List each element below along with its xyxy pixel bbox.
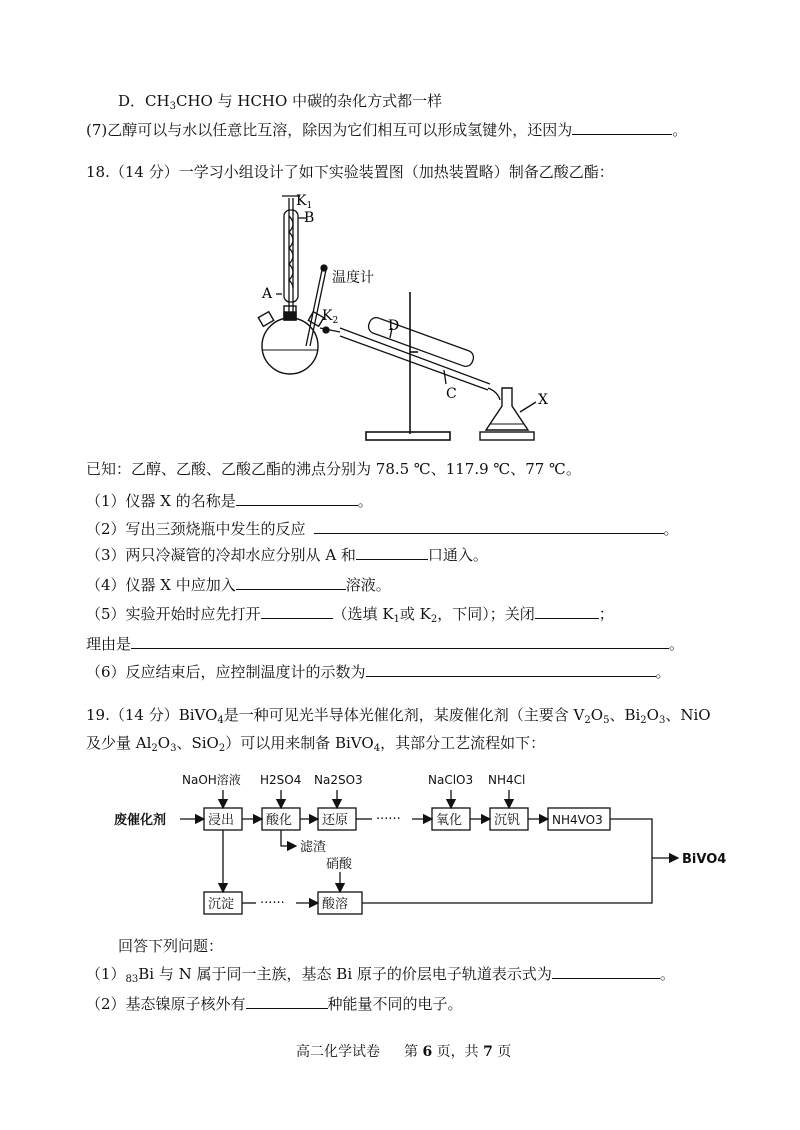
flow-oxidize: 氧化 [436,813,463,828]
label-k1: $K_1$ [296,193,313,211]
flow-start: 废催化剂 [114,813,167,828]
q18-header: 18.（14 分）一学习小组设计了如下实验装置图（加热装置略）制备乙酸乙酯： [86,163,614,181]
flow-reduce: 还原 [322,813,349,828]
page-footer: 高二化学试卷 第 6 页，共 7 页 [296,1044,512,1060]
flow-nitric: 硝酸 [326,857,353,872]
q18-part5: （5）实验开始时应先打开 （选填 $K_1$或 $K_2$，下同）；关闭 ； [86,605,614,625]
reagent-h2so4: H2SO4 [260,773,302,787]
flow-acid-dissolve: 酸溶 [322,897,349,912]
answer-blank[interactable] [246,994,328,1009]
answer-blank[interactable] [314,519,664,534]
answer-blank[interactable] [236,491,358,506]
apparatus-diagram [240,188,570,450]
thermometer [306,265,327,346]
process-flowchart [110,766,730,922]
answer-blank[interactable] [535,604,599,619]
answer-blank[interactable] [366,662,656,677]
reagent-naoh: NaOH溶液 [182,773,241,787]
flow-leach: 浸出 [208,813,235,828]
q18-reason: 理由是 。 [86,635,685,653]
q18-part4: （4）仪器 X 中应加入 溶液。 [86,576,391,594]
flow-dots-2: ······ [260,896,285,911]
label-d: D [388,318,400,334]
flow-product: BiVO4 [682,852,727,867]
label-b: B [304,210,315,226]
flow-residue: 滤渣 [300,840,327,855]
q17-option-d: D．$CH_3CHO$ 与 HCHO 中碳的杂化方式都一样 [118,92,443,112]
flow-nh4vo3: NH4VO3 [552,813,603,827]
reagent-nh4cl: NH4Cl [488,773,526,787]
label-c: C [446,386,457,402]
label-x: X [538,392,548,408]
three-neck-flask [258,306,323,374]
q19-header-1: 19.（14 分）BiVO$_4$是一种可见光半导体光催化剂，某废催化剂（主要含 $V_2O_5$、$Bi_2O_3$、NiO [86,706,711,726]
flow-sink-v: 沉钒 [494,813,521,828]
q18-part2: （2）写出三颈烧瓶中发生的反应 。 [86,520,679,538]
flow-acidify: 酸化 [266,813,293,828]
answer-blank[interactable] [261,604,333,619]
q19-part2: （2）基态镍原子核外有 种能量不同的电子。 [86,995,463,1013]
flow-dots-1: ······ [376,812,401,827]
q18-part6: （6）反应结束后，应控制温度计的示数为 。 [86,663,671,681]
answer-blank[interactable] [356,545,428,560]
q19-answer-prompt: 回答下列问题： [118,937,224,955]
q19-header-2: 及少量 $Al_2O_3$、SiO$_2$）可以用来制备 BiVO$_4$，其部分工艺流程如下： [86,734,546,754]
q19-part1: $(1)_{83}Bi$ 与 N 属于同一主族，基态 Bi 原子的价层电子轨道表示式为 。 [86,965,675,985]
conical-flask-x [480,388,536,440]
label-k2: $K_2$ [322,308,339,326]
flow-precipitate: 沉淀 [208,897,235,912]
iron-stand [366,292,450,440]
q18-known: 已知：乙醇、乙酸、乙酸乙酯的沸点分别为 78.5 ℃、117.9 ℃、77 ℃。 [86,460,581,478]
q18-part1: （1）仪器 X 的名称是 。 [86,492,373,510]
label-thermometer: 温度计 [332,270,374,286]
reagent-na2so3: Na2SO3 [314,773,363,787]
q17-part7: (7)乙醇可以与水以任意比互溶，除因为它们相互可以形成氢键外，还因为 。 [86,121,688,139]
answer-blank[interactable] [236,575,346,590]
answer-blank[interactable] [572,120,672,135]
answer-blank[interactable] [131,634,669,649]
label-a: A [262,286,273,302]
answer-blank[interactable] [552,964,660,979]
q18-part3: （3）两只冷凝管的冷却水应分别从 A 和 口通入。 [86,546,488,564]
reagent-naclo3: NaClO3 [428,773,474,787]
vertical-condenser [276,196,306,320]
